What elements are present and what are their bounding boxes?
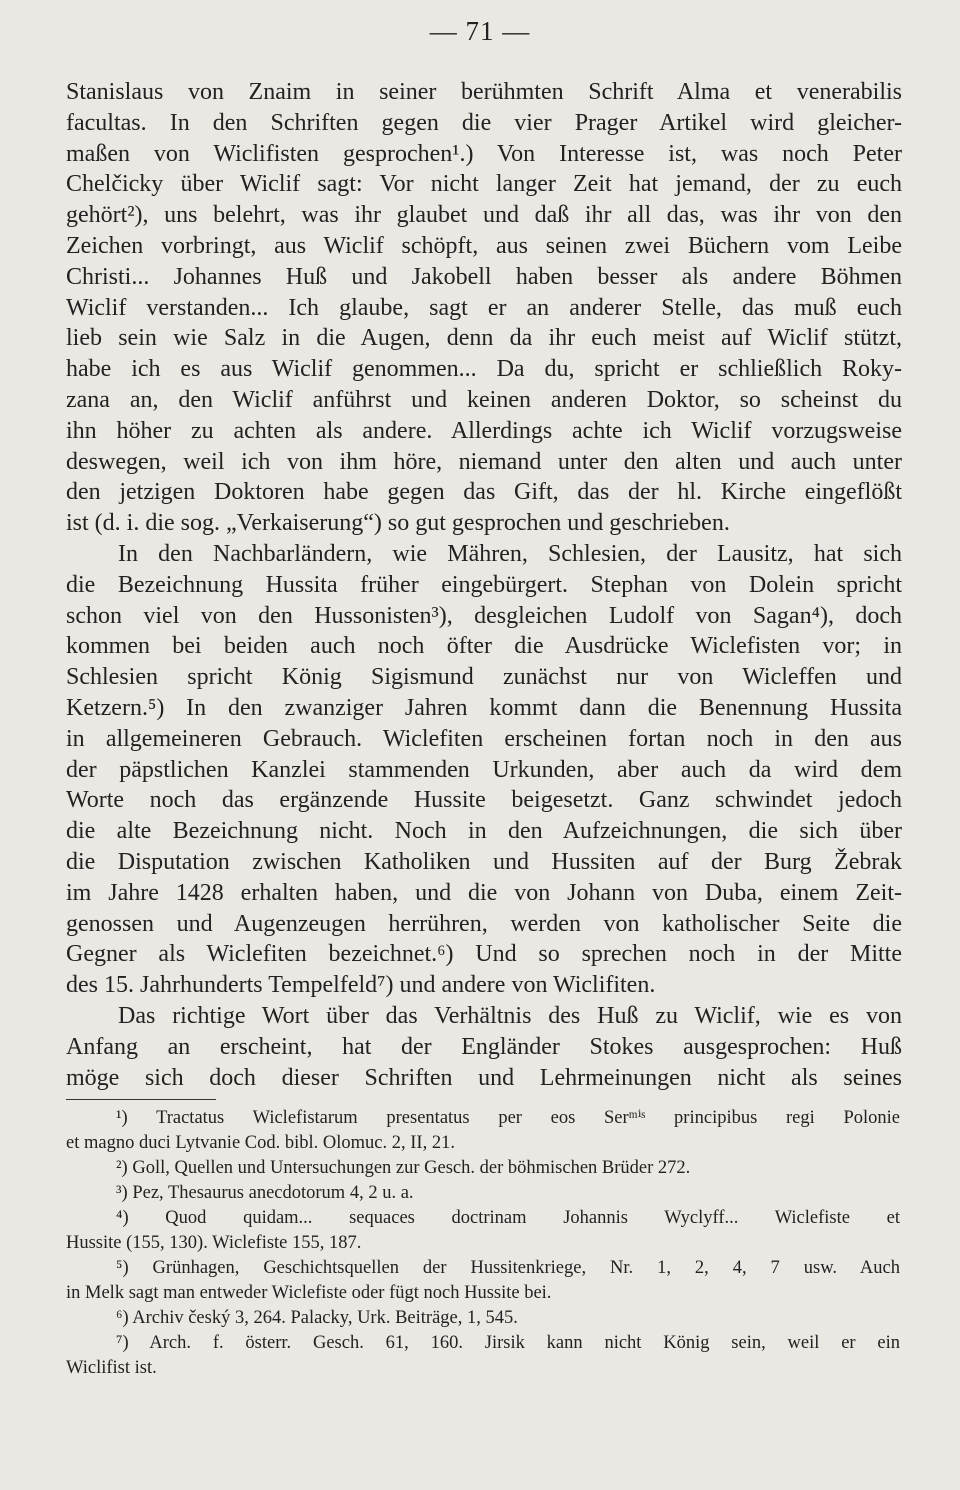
text-line: Zeichen vorbringt, aus Wiclif schöpft, aus seinen zwei Büchern vom Leibe	[66, 232, 902, 259]
text-line: der päpstlichen Kanzlei stammenden Urkunden, aber auch da wird dem	[66, 756, 902, 783]
text-line: Christi... Johannes Huß und Jakobell haben besser als andere Böhmen	[66, 263, 902, 290]
text-line: Schlesien spricht König Sigismund zunächst nur von Wicleffen und	[66, 664, 902, 691]
text-line: Chelčicky über Wiclif sagt: Vor nicht langer Zeit hat jemand, der zu euch	[66, 171, 902, 198]
footnote-divider	[66, 1099, 216, 1100]
footnote-line: ²) Goll, Quellen und Untersuchungen zur Gesch. der böhmischen Brüder 272.	[116, 1158, 691, 1178]
text-line: genossen und Augenzeugen herrühren, werden von katholischer Seite die	[66, 910, 902, 937]
page-number: — 71 —	[429, 16, 531, 46]
text-line: deswegen, weil ich von ihm höre, niemand unter den alten und auch unter	[66, 448, 902, 475]
text-line: Anfang an erscheint, hat der Engländer Stokes ausgesprochen: Huß	[66, 1033, 902, 1060]
footnote-line: ⁵) Grünhagen, Geschichtsquellen der Hussitenkriege, Nr. 1, 2, 4, 7 usw. Auch	[116, 1258, 900, 1278]
text-line: die Bezeichnung Hussita früher eingebürgert. Stephan von Dolein spricht	[66, 571, 902, 598]
text-line: in allgemeineren Gebrauch. Wiclefiten erscheinen fortan noch in den aus	[66, 725, 902, 752]
text-line: im Jahre 1428 erhalten haben, und die von Johann von Duba, einem Zeit-	[66, 879, 902, 906]
text-line: die Disputation zwischen Katholiken und Hussiten auf der Burg Žebrak	[66, 848, 902, 875]
text-line: Wiclif verstanden... Ich glaube, sagt er an anderer Stelle, das muß euch	[66, 294, 902, 321]
text-line: habe ich es aus Wiclif genommen... Da du, spricht er schließlich Roky-	[66, 356, 902, 383]
text-line: möge sich doch dieser Schriften und Lehrmeinungen nicht als seines	[66, 1064, 902, 1091]
text-line: ist (d. i. die sog. „Verkaiserung“) so gut gesprochen und geschrieben.	[66, 510, 730, 537]
footnote-line: in Melk sagt man entweder Wiclefiste oder fügt noch Hussite bei.	[66, 1283, 552, 1303]
text-line: kommen bei beiden auch noch öfter die Ausdrücke Wiclefisten vor; in	[66, 633, 902, 660]
body-text	[66, 77, 902, 1093]
text-line: Stanislaus von Znaim in seiner berühmten Schrift Alma et venerabilis	[66, 79, 902, 105]
text-line: schon viel von den Hussonisten³), desgleichen Ludolf von Sagan⁴), doch	[66, 602, 902, 629]
footnote-line: ¹) Tractatus Wiclefistarum presentatus per eos Serᵐⁱˢ principibus regi Polonie	[116, 1108, 900, 1128]
text-line: maßen von Wiclifisten gesprochen¹.) Von Interesse ist, was noch Peter	[66, 140, 902, 167]
footnote-line: Wiclifist ist.	[66, 1358, 157, 1378]
text-line: zana an, den Wiclif anführst und keinen anderen Doktor, so scheinst du	[66, 386, 902, 413]
text-line: Gegner als Wiclefiten bezeichnet.⁶) Und so sprechen noch in der Mitte	[66, 941, 902, 968]
footnotes	[66, 1106, 900, 1381]
text-line: den jetzigen Doktoren habe gegen das Gift, das der hl. Kirche eingeflößt	[66, 479, 902, 506]
text-line: gehört²), uns belehrt, was ihr glaubet und daß ihr all das, was ihr von den	[66, 202, 902, 229]
footnote-line: ⁷) Arch. f. österr. Gesch. 61, 160. Jirsik kann nicht König sein, weil er ein	[116, 1333, 900, 1353]
footnote-line: ⁶) Archiv český 3, 264. Palacky, Urk. Beiträge, 1, 545.	[116, 1308, 518, 1328]
paragraph-start-line: In den Nachbarländern, wie Mähren, Schlesien, der Lausitz, hat sich	[118, 540, 902, 567]
text-line: Worte noch das ergänzende Hussite beigesetzt. Ganz schwindet jedoch	[66, 787, 902, 814]
footnote-line: ³) Pez, Thesaurus anecdotorum 4, 2 u. a.	[116, 1183, 414, 1203]
footnote-line: Hussite (155, 130). Wiclefiste 155, 187.	[66, 1233, 362, 1253]
text-line: facultas. In den Schriften gegen die vier Prager Artikel wird gleicher-	[66, 109, 902, 136]
paragraph-start-line: Das richtige Wort über das Verhältnis des Huß zu Wiclif, wie es von	[118, 1002, 902, 1029]
text-line: des 15. Jahrhunderts Tempelfeld⁷) und andere von Wiclifiten.	[66, 972, 656, 999]
footnote-line: ⁴) Quod quidam... sequaces doctrinam Johannis Wyclyff... Wiclefiste et	[116, 1208, 900, 1228]
text-line: ihn höher zu achten als andere. Allerdings achte ich Wiclif vorzugsweise	[66, 417, 902, 444]
text-line: die alte Bezeichnung nicht. Noch in den Aufzeichnungen, die sich über	[66, 818, 902, 845]
text-line: lieb sein wie Salz in die Augen, denn da ihr euch meist auf Wiclif stützt,	[66, 325, 902, 352]
text-line: Ketzern.⁵) In den zwanziger Jahren kommt dann die Benennung Hussita	[66, 694, 902, 721]
footnote-line: et magno duci Lytvanie Cod. bibl. Olomuc. 2, II, 21.	[66, 1133, 455, 1153]
